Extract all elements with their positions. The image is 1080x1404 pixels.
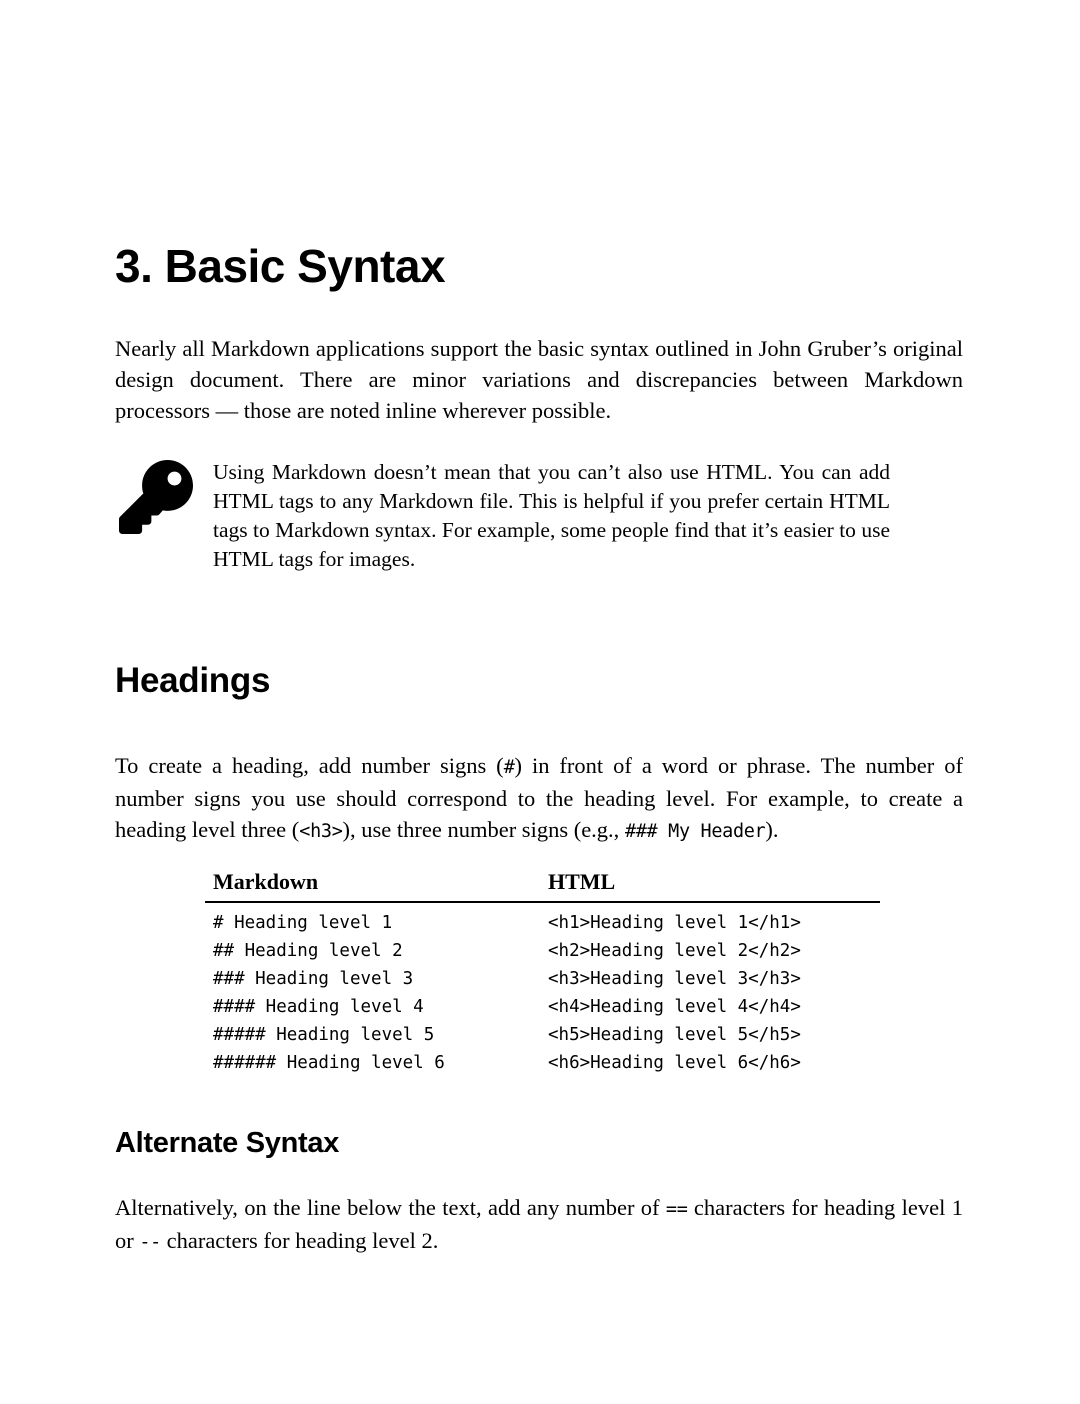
table-row (205, 902, 880, 937)
text-run: characters for heading level 2. (160, 1227, 439, 1253)
markdown-cell: # Heading level 1 (213, 912, 393, 933)
table-row (205, 1049, 880, 1077)
subsection-heading-alternate-syntax: Alternate Syntax (115, 1126, 340, 1159)
table-header-markdown: Markdown (205, 869, 540, 902)
section-heading-headings: Headings (115, 660, 271, 700)
text-run: Alternatively, on the line below the text, add any number of (115, 1194, 666, 1220)
inline-code: <h3> (299, 820, 343, 842)
page-title: 3. Basic Syntax (115, 240, 446, 292)
text-run: To create a heading, add number signs ( (115, 752, 504, 778)
alternate-intro-paragraph (115, 1192, 963, 1258)
markdown-cell: ### Heading level 3 (213, 968, 414, 989)
callout-text: Using Markdown doesn’t mean that you can’t also use HTML. You can add HTML tags to any Markdown file. This is helpful if you prefer certain HTML tags to Markdown syntax. For example, some people find that it’s easier to use HTML tags for images. (213, 459, 890, 571)
text-run: ) in front of a word or phrase. The number of number signs you use should correspond to the heading level. For example, to create a heading level three ( (115, 752, 963, 842)
inline-code: ### My Header (624, 820, 766, 842)
intro-paragraph: Nearly all Markdown applications support the basic syntax outlined in John Gruber’s original design document. There are minor variations and discrepancies between Markdown processors — those are noted inline wherever possible. (115, 335, 963, 423)
markdown-cell: ## Heading level 2 (213, 940, 403, 961)
key-icon (119, 460, 213, 534)
inline-code: == (665, 1198, 688, 1220)
markdown-cell: #### Heading level 4 (213, 996, 424, 1017)
page-content (115, 0, 963, 1258)
callout (115, 458, 963, 574)
html-cell: <h4>Heading level 4</h4> (548, 996, 801, 1017)
inline-code: # (503, 756, 515, 778)
html-cell: <h5>Heading level 5</h5> (548, 1024, 801, 1045)
table-row (205, 937, 880, 965)
html-cell: <h1>Heading level 1</h1> (548, 912, 801, 933)
table-row (205, 993, 880, 1021)
table-row (205, 965, 880, 993)
html-cell: <h6>Heading level 6</h6> (548, 1052, 801, 1073)
headings-intro-paragraph (115, 750, 963, 847)
markdown-cell: ###### Heading level 6 (213, 1052, 445, 1073)
text-run: ). (765, 816, 779, 842)
markdown-html-table (205, 869, 880, 1077)
table-row (205, 1021, 880, 1049)
text-run: characters for heading level 1 or (115, 1194, 963, 1253)
inline-code: -- (139, 1231, 161, 1253)
html-cell: <h2>Heading level 2</h2> (548, 940, 801, 961)
callout-icon-column (115, 458, 213, 534)
markdown-cell: ##### Heading level 5 (213, 1024, 435, 1045)
table-header-html: HTML (540, 869, 880, 902)
html-cell: <h3>Heading level 3</h3> (548, 968, 801, 989)
text-run: ), use three number signs (e.g., (342, 816, 625, 842)
table-header-row (205, 869, 880, 902)
